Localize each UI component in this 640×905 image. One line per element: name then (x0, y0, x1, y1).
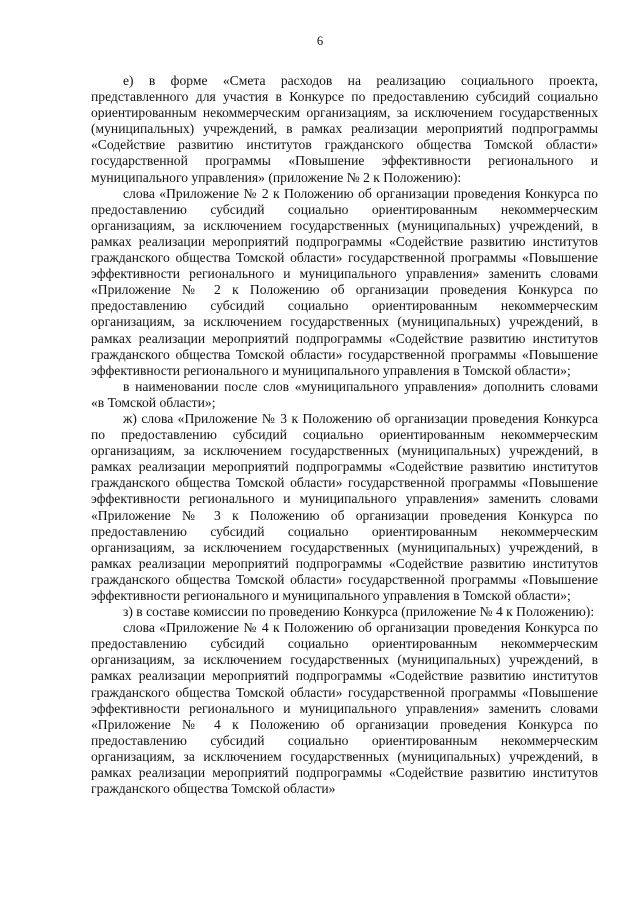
paragraph-appendix-2-words: слова «Приложение № 2 к Положению об организации проведения Конкурса по предоставлению субсидий социально ориентированным некоммерческим организациям, за исключением государственных (муниципальных) учреждений, в рамках реализации мероприятий подпрограммы «Содействие развитию институтов гражданского общества Томской области» государственной программы «Повышение эффективности регионального и муниципального управления» заменить словами «Приложение № 2 к Положению об организации проведения Конкурса по предоставлению субсидий социально ориентированным некоммерческим организациям, за исключением государственных (муниципальных) учреждений, в рамках реализации мероприятий подпрограммы «Содействие развитию институтов гражданского общества Томской области» государственной программы «Повышение эффективности регионального и муниципального управления в Томской области»; (91, 185, 598, 378)
paragraph-appendix-2-title: в наименовании после слов «муниципального управления» дополнить словами «в Томской области»; (91, 378, 598, 410)
document-body (91, 73, 598, 797)
paragraph-item-z: з) в составе комиссии по проведению Конкурса (приложение № 4 к Положению): (123, 604, 595, 620)
paragraph-appendix-4-words: слова «Приложение № 4 к Положению об организации проведения Конкурса по предоставлению субсидий социально ориентированным некоммерческим организациям, за исключением государственных (муниципальных) учреждений, в рамках реализации мероприятий подпрограммы «Содействие развитию институтов гражданского общества Томской области» государственной программы «Повышение эффективности регионального и муниципального управления» заменить словами «Приложение № 4 к Положению об организации проведения Конкурса по предоставлению субсидий социально ориентированным некоммерческим организациям, за исключением государственных (муниципальных) учреждений, в рамках реализации мероприятий подпрограммы «Содействие развитию институтов гражданского общества Томской области» (91, 620, 598, 797)
paragraph-item-e: е) в форме «Смета расходов на реализацию социального проекта, представленного для участия в Конкурсе по предоставлению субсидий социально ориентированным некоммерческим организациям, за исключением государственных (муниципальных) учреждений, в рамках реализации мероприятий подпрограммы «Содействие развитию институтов гражданского общества Томской области» государственной программы «Повышение эффективности регионального и муниципального управления» (приложение № 2 к Положению): (91, 73, 598, 185)
page-number: 6 (316, 34, 324, 48)
paragraph-item-zh: ж) слова «Приложение № 3 к Положению об организации проведения Конкурса по предоставлению субсидий социально ориентированным некоммерческим организациям, за исключением государственных (муниципальных) учреждений, в рамках реализации мероприятий подпрограммы «Содействие развитию институтов гражданского общества Томской области» государственной программы «Повышение эффективности регионального и муниципального управления» заменить словами «Приложение № 3 к Положению об организации проведения Конкурса по предоставлению субсидий социально ориентированным некоммерческим организациям, за исключением государственных (муниципальных) учреждений, в рамках реализации мероприятий подпрограммы «Содействие развитию институтов гражданского общества Томской области» государственной программы «Повышение эффективности регионального и муниципального управления в Томской области»; (91, 410, 598, 603)
